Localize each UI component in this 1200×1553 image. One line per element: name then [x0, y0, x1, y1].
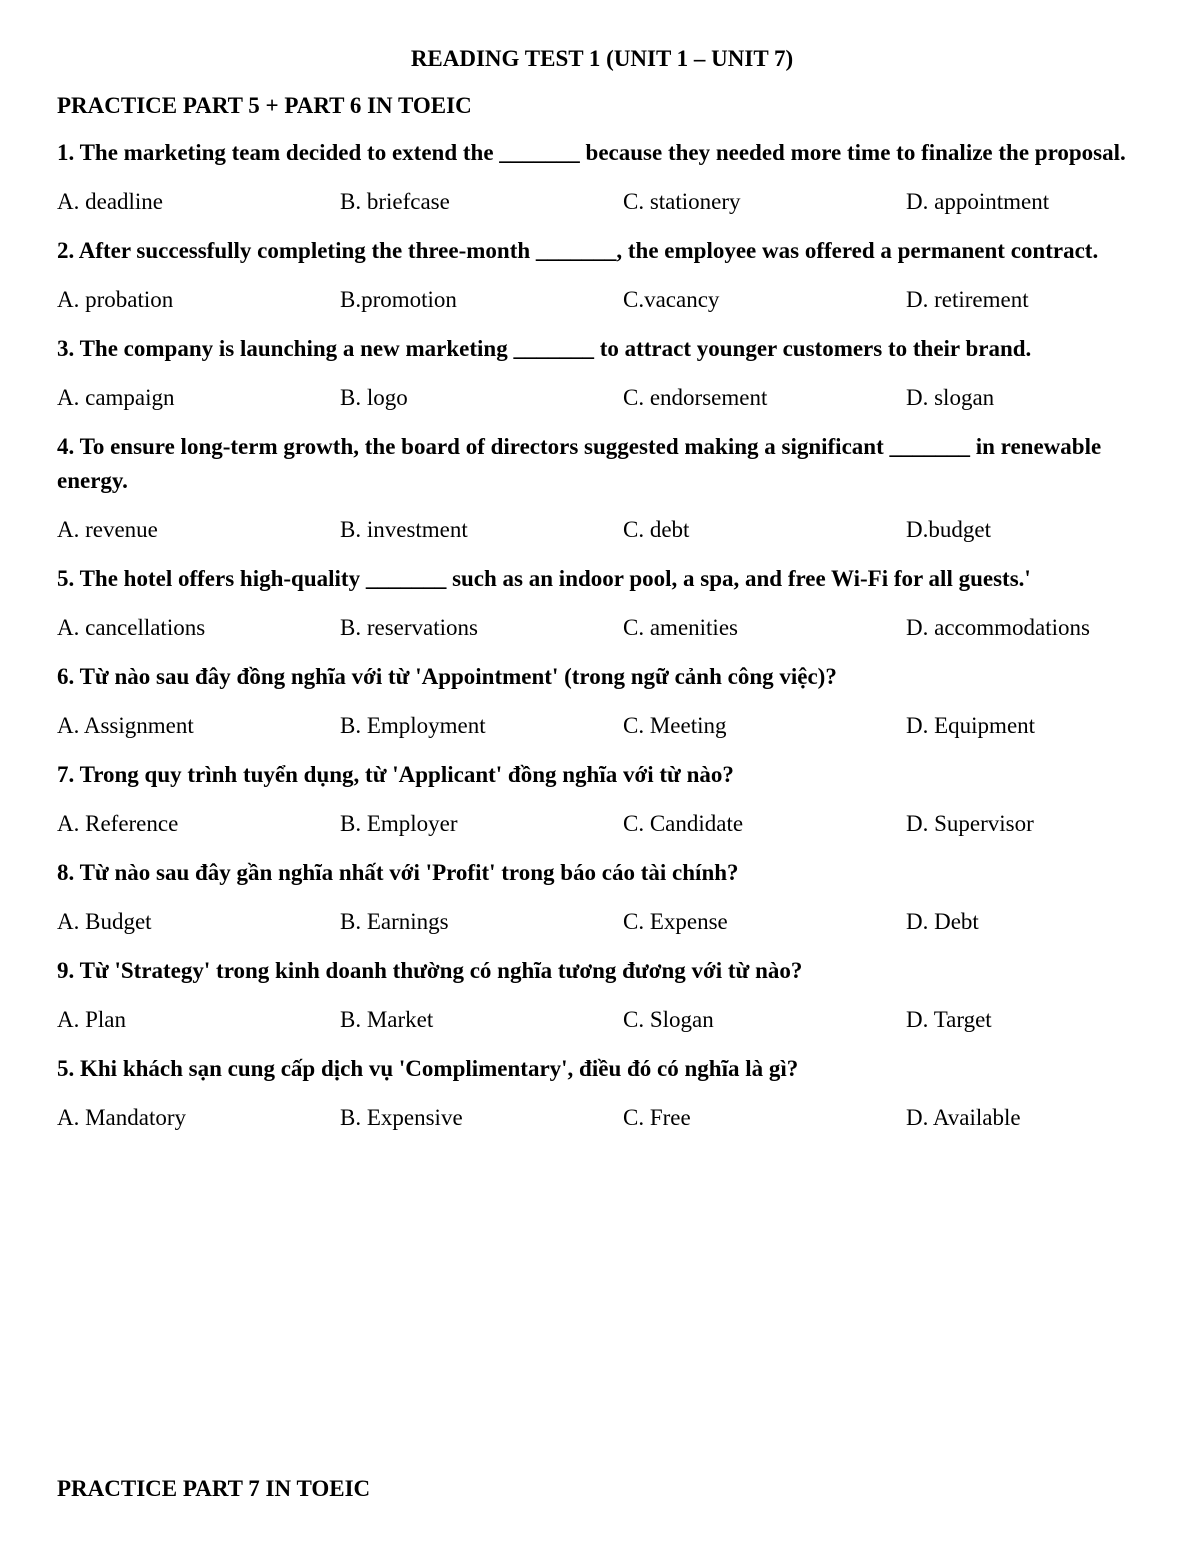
answer-option: B. Employment	[340, 713, 486, 738]
answer-option: D. retirement	[906, 287, 1029, 312]
question-item	[57, 430, 1147, 547]
answer-option: D. Target	[906, 1007, 992, 1032]
answer-options	[57, 1003, 1147, 1037]
answer-option: A. Plan	[57, 1007, 126, 1032]
answer-option: C.vacancy	[623, 287, 720, 312]
answer-option: A. Reference	[57, 811, 179, 836]
answer-option: C. debt	[623, 517, 690, 542]
question-item	[57, 758, 1147, 841]
answer-option: D. appointment	[906, 189, 1050, 214]
question-item	[57, 136, 1147, 219]
answer-option: C. Candidate	[623, 811, 744, 836]
answer-option: C. Free	[623, 1105, 691, 1130]
answer-options	[57, 905, 1147, 939]
answer-option: B. Employer	[340, 811, 458, 836]
answer-options	[57, 185, 1147, 219]
answer-options	[57, 381, 1147, 415]
question-text: 2. After successfully completing the three-month _______, the employee was offered a permanent contract.	[57, 238, 1099, 263]
answer-option: C. Expense	[623, 909, 728, 934]
answer-option: C. stationery	[623, 189, 741, 214]
question-item	[57, 856, 1147, 939]
answer-options	[57, 1101, 1147, 1135]
question-text: 4. To ensure long-term growth, the board of directors suggested making a significant _______ in renewable energy.	[57, 434, 1102, 493]
answer-option: B. Market	[340, 1007, 434, 1032]
answer-option: D. accommodations	[906, 615, 1090, 640]
answer-option: B.promotion	[340, 287, 457, 312]
answer-options	[57, 807, 1147, 841]
question-text: 8. Từ nào sau đây gần nghĩa nhất với 'Profit' trong báo cáo tài chính?	[57, 860, 739, 885]
answer-option: D. Available	[906, 1105, 1021, 1130]
answer-option: B. investment	[340, 517, 468, 542]
question-item	[57, 1052, 1147, 1135]
answer-option: A. probation	[57, 287, 174, 312]
answer-option: B. Expensive	[340, 1105, 463, 1130]
answer-options	[57, 709, 1147, 743]
answer-option: B. reservations	[340, 615, 478, 640]
answer-options	[57, 611, 1147, 645]
answer-option: D. Equipment	[906, 713, 1036, 738]
answer-options	[57, 283, 1147, 317]
answer-option: D.budget	[906, 517, 991, 542]
question-text: 7. Trong quy trình tuyển dụng, từ 'Applicant' đồng nghĩa với từ nào?	[57, 762, 734, 787]
answer-option: A. Budget	[57, 909, 152, 934]
answer-option: A. revenue	[57, 517, 158, 542]
question-list	[57, 136, 1147, 1135]
answer-option: A. deadline	[57, 189, 164, 214]
answer-option: A. Mandatory	[57, 1105, 187, 1130]
answer-option: C. Meeting	[623, 713, 727, 738]
answer-option: D. slogan	[906, 385, 995, 410]
answer-option: A. cancellations	[57, 615, 206, 640]
answer-option: B. Earnings	[340, 909, 449, 934]
question-item	[57, 332, 1147, 415]
question-text: 1. The marketing team decided to extend the _______ because they needed more time to finalize the proposal.	[57, 140, 1126, 165]
answer-options	[57, 513, 1147, 547]
answer-option: D. Debt	[906, 909, 979, 934]
section-heading-part5-6: PRACTICE PART 5 + PART 6 IN TOEIC	[57, 93, 472, 118]
question-item	[57, 234, 1147, 317]
answer-option: B. briefcase	[340, 189, 450, 214]
question-text: 3. The company is launching a new marketing _______ to attract younger customers to their brand.	[57, 336, 1032, 361]
answer-option: C. amenities	[623, 615, 738, 640]
answer-option: A. Assignment	[57, 713, 194, 738]
question-text: 9. Từ 'Strategy' trong kinh doanh thường có nghĩa tương đương với từ nào?	[57, 958, 803, 983]
page-title: READING TEST 1 (UNIT 1 – UNIT 7)	[410, 46, 794, 71]
question-text: 5. The hotel offers high-quality _______ such as an indoor pool, a spa, and free Wi-Fi for all guests.'	[57, 566, 1031, 591]
answer-option: B. logo	[340, 385, 408, 410]
question-item	[57, 660, 1147, 743]
section-heading-part7: PRACTICE PART 7 IN TOEIC	[57, 1476, 371, 1501]
answer-option: D. Supervisor	[906, 811, 1034, 836]
answer-option: C. Slogan	[623, 1007, 714, 1032]
question-item	[57, 562, 1147, 645]
question-item	[57, 954, 1147, 1037]
question-text: 6. Từ nào sau đây đồng nghĩa với từ 'Appointment' (trong ngữ cảnh công việc)?	[57, 664, 837, 689]
answer-option: A. campaign	[57, 385, 175, 410]
document-page	[57, 42, 1147, 1150]
question-text: 5. Khi khách sạn cung cấp dịch vụ 'Complimentary', điều đó có nghĩa là gì?	[57, 1056, 799, 1081]
answer-option: C. endorsement	[623, 385, 768, 410]
